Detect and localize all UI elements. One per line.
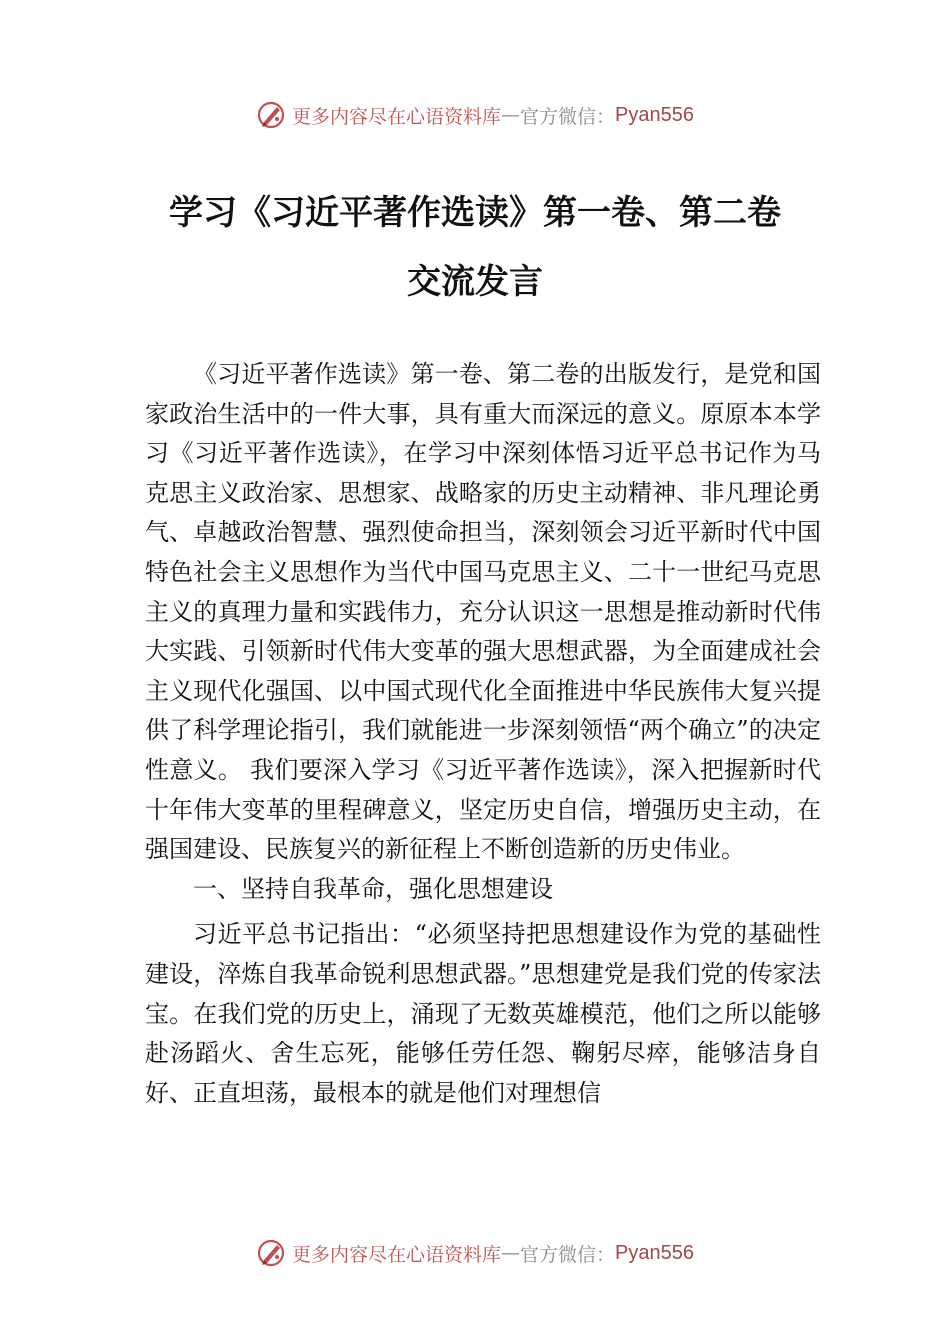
document-title-line1: 学习《习近平著作选读》第一卷、第二卷 xyxy=(169,193,781,233)
footer-watermark xyxy=(0,1233,950,1273)
footer-wechat-label: 官方微信： xyxy=(520,1243,616,1266)
pen-circle-logo-icon xyxy=(256,1238,286,1268)
footer-brand-text: 更多内容尽在心语资料库 xyxy=(292,1243,502,1266)
header-watermark xyxy=(0,95,950,135)
header-separator: — xyxy=(501,104,521,126)
document-body xyxy=(145,355,821,1113)
header-wechat-label: 官方微信： xyxy=(520,105,616,128)
paragraph-section1: 习近平总书记指出：“必须坚持把思想建设作为党的基础性建设，淬炼自我革命锐利思想武器。”思想建党是我们党的传家法宝。在我们党的历史上，涌现了无数英雄模范，他们之所以能够赴汤蹈火、舍生忘死，能够任劳任怨、鞠躬尽瘁，能够洁身自好、正直坦荡，最根本的就是他们对理想信 xyxy=(145,920,821,1107)
section-heading-1: 一、坚持自我革命，强化思想建设 xyxy=(193,874,553,903)
header-brand-text: 更多内容尽在心语资料库 xyxy=(292,105,502,128)
paragraph-intro: 《习近平著作选读》第一卷、第二卷的出版发行，是党和国家政治生活中的一件大事，具有重大而深远的意义。原原本本学习《习近平著作选读》，在学习中深刻体悟习近平总书记作为马克思主义政治家、思想家、战略家的历史主动精神、非凡理论勇气、卓越政治智慧、强烈使命担当，深刻领会习近平新时代中国特色社会主义思想作为当代中国马克思主义、二十一世纪马克思主义的真理力量和实践伟力，充分认识这一思想是推动新时代伟大实践、引领新时代伟大变革的强大思想武器，为全面建成社会主义现代化强国、以中国式现代化全面推进中华民族伟大复兴提供了科学理论指引，我们就能进一步深刻领悟“两个确立”的决定性意义。 我们要深入学习《习近平著作选读》，深入把握新时代十年伟大变革的里程碑意义，坚定历史自信，增强历史主动，在强国建设、民族复兴的新征程上不断创造新的历史伟业。 xyxy=(145,360,821,864)
footer-wechat-id: Pyan556 xyxy=(615,1241,694,1264)
footer-separator: — xyxy=(501,1242,521,1264)
pen-circle-logo-icon xyxy=(256,100,286,130)
header-wechat-id: Pyan556 xyxy=(615,103,694,126)
document-title-line2: 交流发言 xyxy=(407,262,543,302)
